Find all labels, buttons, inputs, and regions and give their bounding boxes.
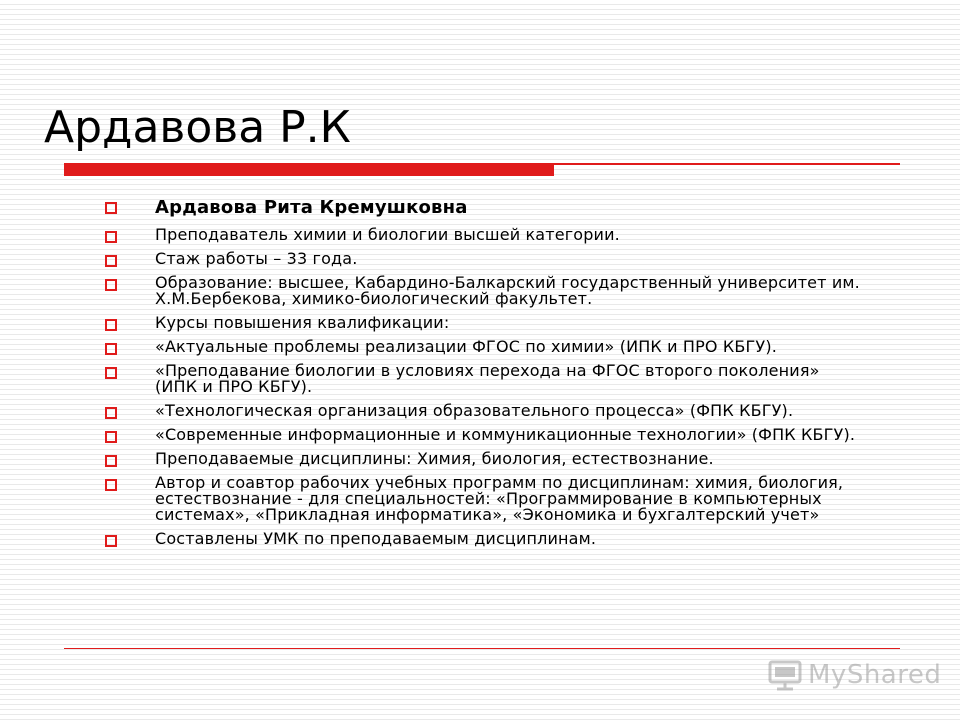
bullet-item: [105, 275, 865, 307]
square-bullet-icon: [105, 455, 117, 467]
bullet-text: «Преподавание биологии в условиях перехода на ФГОС второго поколения» (ИПК и ПРО КБГУ).: [155, 361, 820, 396]
bullet-list: [105, 197, 865, 555]
bullet-item: [105, 427, 865, 443]
bullet-item: [105, 451, 865, 467]
bullet-item: [105, 531, 865, 547]
bullet-item: [105, 251, 865, 267]
bullet-item: [105, 227, 865, 243]
bottom-divider-line: [64, 648, 900, 649]
bullet-text-name: Ардавова Рита Кремушковна: [155, 197, 468, 218]
square-bullet-icon: [105, 202, 117, 214]
square-bullet-icon: [105, 343, 117, 355]
square-bullet-icon: [105, 279, 117, 291]
title-underline-bar: [64, 163, 554, 176]
slide-title: Ардавова Р.К: [44, 102, 351, 153]
square-bullet-icon: [105, 431, 117, 443]
bullet-item: [105, 363, 865, 395]
bullet-text: Стаж работы – 33 года.: [155, 249, 358, 268]
square-bullet-icon: [105, 407, 117, 419]
projector-icon: [768, 658, 804, 692]
title-underline-line: [554, 163, 900, 165]
bullet-item: [105, 315, 865, 331]
bullet-text: Преподаваемые дисциплины: Химия, биология, естествознание.: [155, 449, 714, 468]
watermark-logo: [768, 656, 942, 696]
square-bullet-icon: [105, 255, 117, 267]
bullet-text: «Технологическая организация образовательного процесса» (ФПК КБГУ).: [155, 401, 794, 420]
bullet-text: Образование: высшее, Кабардино-Балкарский государственный университет им. Х.М.Бербекова, химико-биологический факультет.: [155, 273, 860, 308]
bullet-item: [105, 403, 865, 419]
bullet-text: Автор и соавтор рабочих учебных программ по дисциплинам: химия, биология, естествознание - для специальностей: «Программирование в компьютерных системах», «Прикладная информатика», «Экономика и бухгалтерский учет»: [155, 473, 844, 524]
bullet-item: [105, 339, 865, 355]
bullet-text: «Современные информационные и коммуникационные технологии» (ФПК КБГУ).: [155, 425, 856, 444]
watermark-text: MyShared: [808, 660, 942, 690]
bullet-text: Преподаватель химии и биологии высшей категории.: [155, 225, 620, 244]
bullet-text: «Актуальные проблемы реализации ФГОС по химии» (ИПК и ПРО КБГУ).: [155, 337, 777, 356]
square-bullet-icon: [105, 479, 117, 491]
bullet-text: Курсы повышения квалификации:: [155, 313, 450, 332]
bullet-item: [105, 197, 865, 219]
square-bullet-icon: [105, 535, 117, 547]
bullet-item: [105, 475, 865, 523]
bullet-text: Составлены УМК по преподаваемым дисциплинам.: [155, 529, 597, 548]
square-bullet-icon: [105, 231, 117, 243]
square-bullet-icon: [105, 367, 117, 379]
square-bullet-icon: [105, 319, 117, 331]
